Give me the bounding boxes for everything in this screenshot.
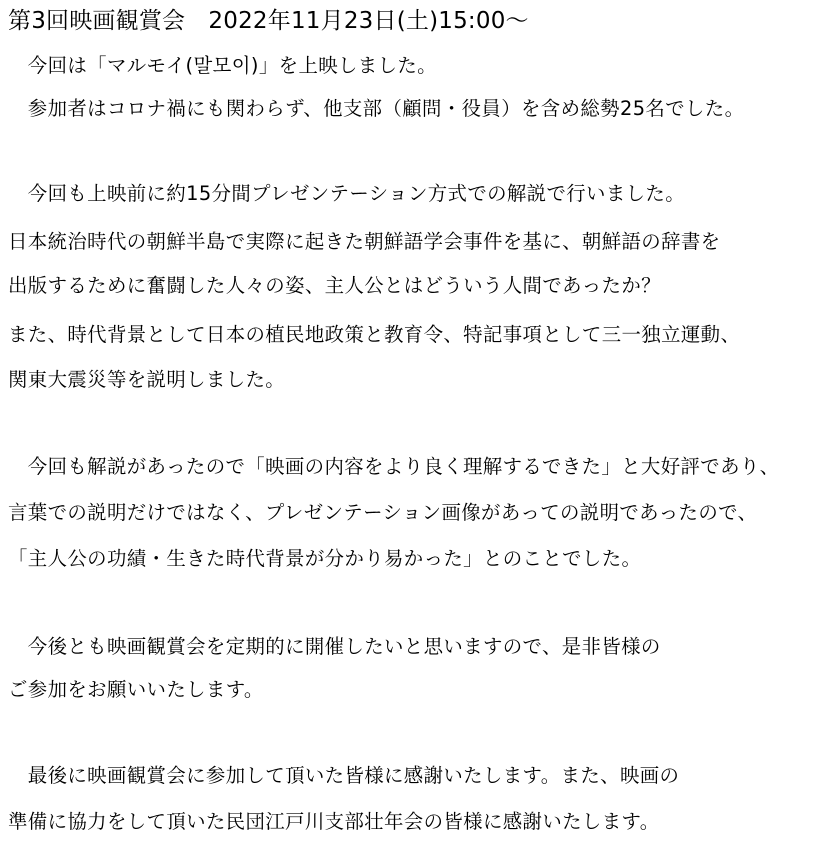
paragraph-2-line-4: また、時代背景として日本の植民地政策と教育令、特記事項として三一独立運動、 [8, 323, 741, 346]
paragraph-3-line-3: 「主人公の功績・生きた時代背景が分かり易かった」とのことでした。 [8, 547, 642, 570]
paragraph-2-line-1: 今回も上映前に約15分間プレゼンテーション方式での解説で行いました。 [8, 182, 686, 205]
paragraph-1-line-1: 今回は「マルモイ(말모이)」を上映しました。 [8, 54, 437, 77]
paragraph-2-line-5: 関東大震災等を説明しました。 [8, 368, 286, 391]
paragraph-4-line-1: 今後とも映画観賞会を定期的に開催したいと思いますので、是非皆様の [8, 635, 661, 658]
paragraph-1-line-2: 参加者はコロナ禍にも関わらず、他支部（顧問・役員）を含め総勢25名でした。 [8, 97, 745, 120]
page-title: 第3回映画観賞会 2022年11月23日(土)15:00～ [8, 8, 529, 34]
paragraph-2-line-3: 出版するために奮闘した人々の姿、主人公とはどういう人間であったか？ [8, 274, 661, 297]
paragraph-3-line-1: 今回も解説があったので「映画の内容をより良く理解するできた」と大好評であり、 [8, 455, 780, 478]
paragraph-5-line-2: 準備に協力をして頂いた民団江戸川支部壮年会の皆様に感謝いたします。 [8, 810, 660, 833]
paragraph-5-line-1: 最後に映画観賞会に参加して頂いた皆様に感謝いたします。また、映画の [8, 764, 680, 787]
paragraph-3-line-2: 言葉での説明だけではなく、プレゼンテーション画像があっての説明であったので、 [8, 501, 758, 524]
paragraph-4-line-2: ご参加をお願いいたします。 [8, 678, 264, 701]
paragraph-2-line-2: 日本統治時代の朝鮮半島で実際に起きた朝鮮語学会事件を基に、朝鮮語の辞書を [8, 230, 721, 253]
